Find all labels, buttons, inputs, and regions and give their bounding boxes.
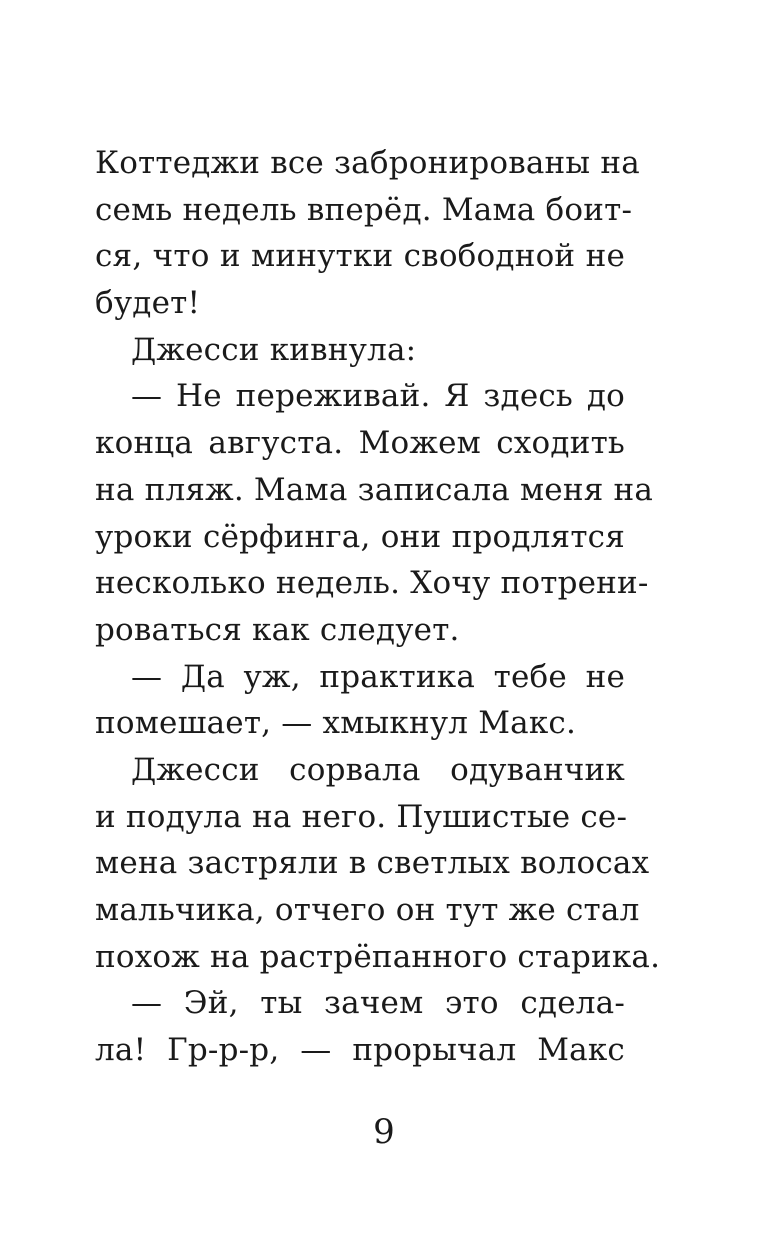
text-line: Джесси сорвала одуванчик [131,751,625,788]
text-line: будет! [95,285,201,322]
text-line: и подула на него. Пушистые се- [95,798,628,835]
text-line: уроки сёрфинга, они продлятся [95,518,625,555]
text-line: ся, что и минутки свободной не [95,238,625,275]
text-line: похож на растрёпанного старика. [95,938,661,975]
text-line: помешает, — хмыкнул Макс. [95,705,577,742]
body-text [95,140,661,1074]
text-line: — Эй, ты зачем это сдела- [131,985,625,1022]
text-line: конца августа. Можем сходить [95,425,625,462]
page-number: 9 [373,1112,395,1152]
text-line: мальчика, отчего он тут же стал [95,892,640,928]
text-line: ла! Гр-р-р, — прорычал Макс [95,1032,625,1069]
text-line: Коттеджи все забронированы на [95,145,640,181]
text-line: роваться как следует. [95,611,460,648]
text-line: — Не переживай. Я здесь до [131,378,625,415]
text-line: несколько недель. Хочу потрени- [95,565,649,602]
text-line: семь недель вперёд. Мама боит- [95,191,633,228]
text-line: Джесси кивнула: [131,331,417,368]
text-line: — Да уж, практика тебе не [131,658,625,695]
text-line: мена застряли в светлых волосах [95,845,650,882]
text-line: на пляж. Мама записала меня на [95,471,654,508]
